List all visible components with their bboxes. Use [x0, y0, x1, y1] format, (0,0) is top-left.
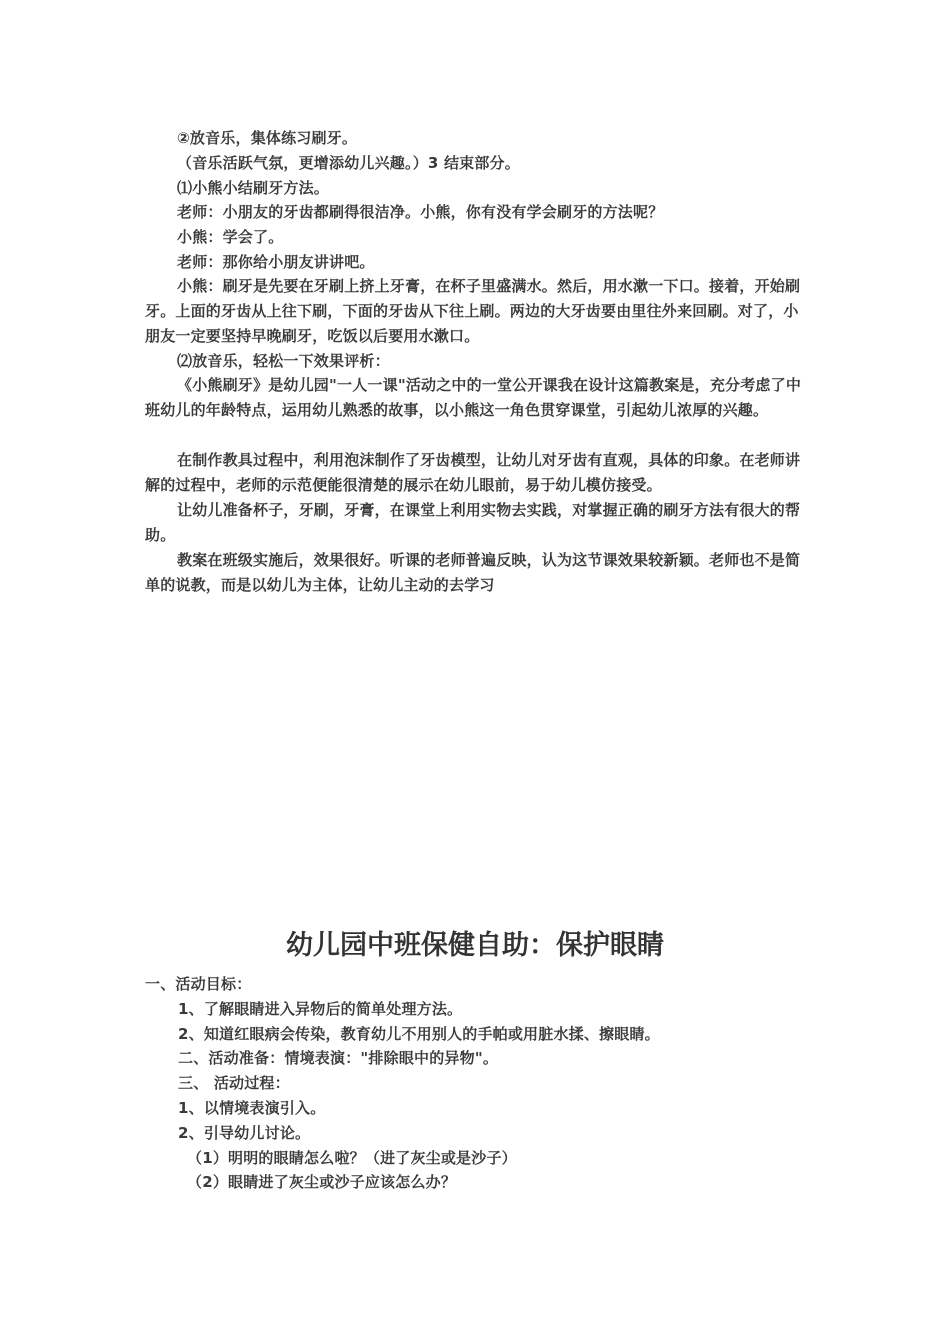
heading-activity-goal: 一、活动目标： — [145, 975, 252, 993]
discussion-question-1: （1）明明的眼睛怎么啦？（进了灰尘或是沙子） — [187, 1149, 517, 1167]
paragraph-evaluation-intro: 《小熊刷牙》是幼儿园"一人一课"活动之中的一堂公开课我在设计这篇教案是，充分考虑了中班幼儿的年龄特点，运用幼儿熟悉的故事，以小熊这一角色贯穿课堂，引起幼儿浓厚的兴趣。 — [145, 376, 802, 419]
goal-item-2: 2、知道红眼病会传染，教育幼儿不用别人的手帕或用脏水揉、擦眼睛。 — [178, 1025, 660, 1043]
discussion-question-2: （2）眼睛进了灰尘或沙子应该怎么办？ — [187, 1173, 457, 1191]
paragraph-evaluation-heading: ⑵放音乐，轻松一下效果评析： — [177, 352, 390, 370]
paragraph-music-practice: ②放音乐，集体练习刷牙。 — [177, 129, 358, 147]
paragraph-music-atmosphere: （音乐活跃气氛，更增添幼儿兴趣。）3 结束部分。 — [177, 154, 520, 172]
paragraph-bear-method: 小熊：刷牙是先要在牙刷上挤上牙膏，在杯子里盛满水。然后，用水漱一下口。接着，开始刷牙。上面的牙齿从上往下刷，下面的牙齿从下往上刷。两边的大牙齿要由里往外来回刷。对了，小朋友一定要坚持早晚刷牙，吃饭以后要用水漱口。 — [145, 277, 801, 345]
paragraph-teaching-aids: 在制作教具过程中，利用泡沫制作了牙齿模型，让幼儿对牙齿有直观，具体的印象。在老师讲解的过程中，老师的示范便能很清楚的展示在幼儿眼前，易于幼儿模仿接受。 — [145, 451, 801, 494]
paragraph-practice-materials: 让幼儿准备杯子，牙刷，牙膏，在课堂上利用实物去实践，对掌握正确的刷牙方法有很大的帮助。 — [145, 501, 801, 544]
page-title: 幼儿园中班保健自助：保护眼睛 — [286, 930, 664, 961]
process-step-2: 2、引导幼儿讨论。 — [178, 1124, 311, 1142]
activity-preparation: 二、活动准备：情境表演："排除眼中的异物"。 — [178, 1049, 499, 1067]
paragraph-teacher-question: 老师：小朋友的牙齿都刷得很洁净。小熊，你有没有学会刷牙的方法呢？ — [177, 203, 664, 221]
paragraph-implementation: 教案在班级实施后，效果很好。听课的老师普遍反映，认为这节课效果较新颖。老师也不是简单的说教，而是以幼儿为主体，让幼儿主动的去学习 — [145, 551, 801, 594]
paragraph-bear-summary: ⑴小熊小结刷牙方法。 — [177, 179, 330, 197]
goal-item-1: 1、了解眼睛进入异物后的简单处理方法。 — [178, 1000, 463, 1018]
process-step-1: 1、以情境表演引入。 — [178, 1099, 326, 1117]
activity-process-heading: 三、 活动过程： — [178, 1074, 290, 1092]
paragraph-teacher-request: 老师：那你给小朋友讲讲吧。 — [177, 253, 375, 271]
paragraph-bear-answer: 小熊：学会了。 — [177, 228, 284, 246]
